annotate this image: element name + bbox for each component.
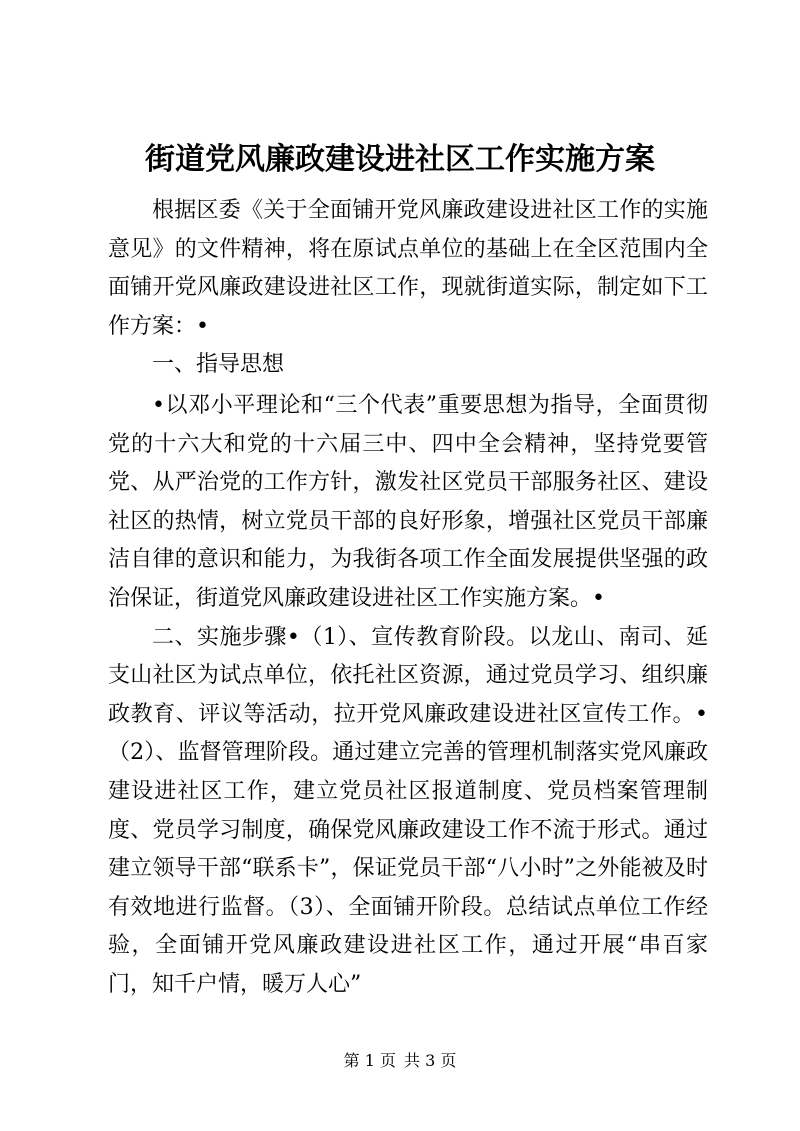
document-title: 街道党风廉政建设进社区工作实施方案 bbox=[145, 142, 655, 177]
page-total: 共 3 页 bbox=[404, 1051, 457, 1070]
page-number: 第 1 页 bbox=[343, 1051, 396, 1070]
implementation-steps-paragraph: 二、实施步骤•（1）、宣传教育阶段。以龙山、南司、延支山社区为试点单位，依托社区资源，通过党员学习、组织廉政教育、评议等活动，拉开党风廉政建设进社区宣传工作。•（2）、监督管理阶段。通过建立完善的管理机制落实党风廉政建设进社区工作，建立党员社区报道制度、党员档案管理制度、党员学习制度，确保党风廉政建设工作不流于形式。通过建立领导干部“联系卡”，保证党员干部“八小时”之外能被及时有效地进行监督。（3）、全面铺开阶段。总结试点单位工作经验，全面铺开党风廉政建设进社区工作，通过开展“串百家门，知千户情，暖万人心” bbox=[108, 624, 708, 997]
document-body bbox=[108, 192, 708, 1004]
intro-paragraph: 根据区委《关于全面铺开党风廉政建设进社区工作的实施意见》的文件精神，将在原试点单位的基础上在全区范围内全面铺开党风廉政建设进社区工作，现就街道实际，制定如下工作方案：• bbox=[108, 198, 708, 339]
section-heading-guiding-thought: 一、指导思想 bbox=[152, 352, 285, 378]
page-footer bbox=[0, 1050, 800, 1072]
guiding-thought-paragraph: •以邓小平理论和“三个代表”重要思想为指导，全面贯彻党的十六大和党的十六届三中、四中全会精神，坚持党要管党、从严治党的工作方针，激发社区党员干部服务社区、建设社区的热情，树立党员干部的良好形象，增强社区党员干部廉洁自律的意识和能力，为我街各项工作全面发展提供坚强的政治保证，街道党风廉政建设进社区工作实施方案。• bbox=[108, 392, 708, 611]
